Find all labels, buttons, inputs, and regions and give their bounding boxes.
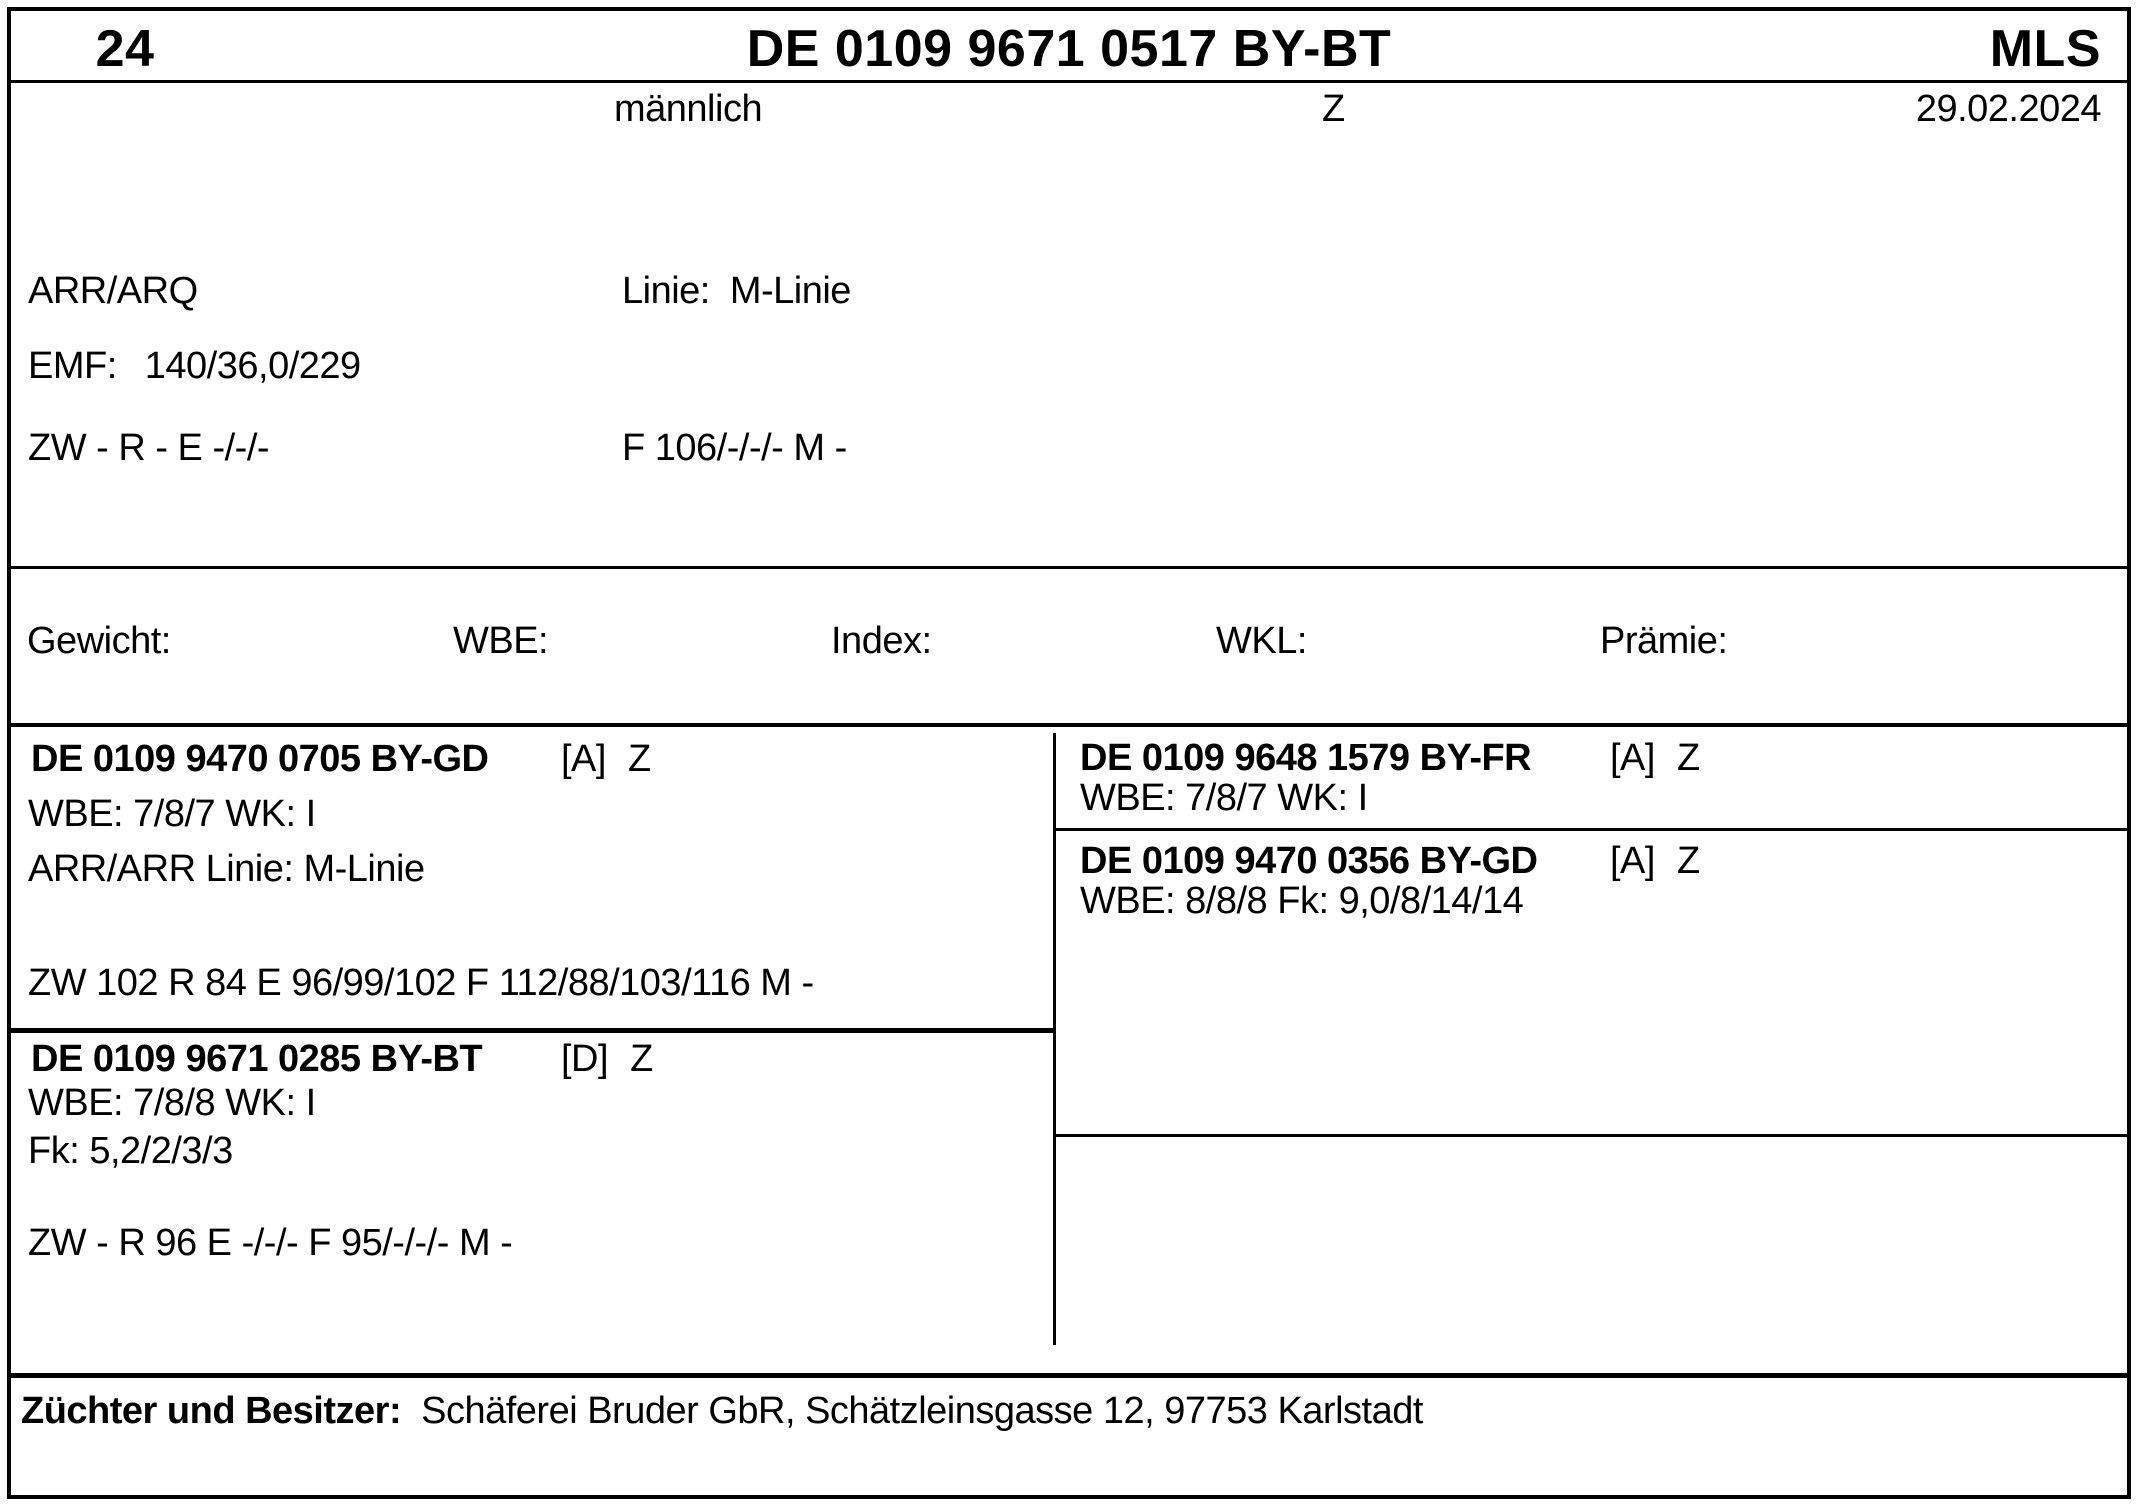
- sires-dam-wbe: WBE: 8/8/8 Fk: 9,0/8/14/14: [1080, 880, 1524, 922]
- sire-use-code: Z: [627, 738, 651, 780]
- sire-wbe: WBE: 7/8/7 WK: I: [28, 793, 316, 835]
- catalog-card: [7, 7, 2131, 1499]
- sires-dam-use-code: Z: [1676, 840, 1700, 882]
- sires-sire-use-code: Z: [1676, 737, 1700, 779]
- emf-value: 140/36,0/229: [144, 345, 361, 387]
- premium-label: Prämie:: [1600, 620, 1728, 662]
- use-code: Z: [1322, 88, 1345, 130]
- dam-title-row: [31, 1040, 653, 1078]
- line-field: [622, 272, 851, 310]
- divider-pedigree-top: [11, 723, 2127, 727]
- breeding-values-right: F 106/-/-/- M -: [622, 427, 847, 469]
- divider-info: [11, 566, 2127, 569]
- dam-use-code: Z: [630, 1038, 653, 1080]
- sire-status-bracket: [A]: [561, 738, 606, 780]
- emf-field: [28, 347, 361, 385]
- dam-breeding-values: ZW - R 96 E -/-/- F 95/-/-/- M -: [28, 1222, 513, 1264]
- sires-sire-wbe: WBE: 7/8/7 WK: I: [1080, 777, 1368, 819]
- genotype-value: ARR/ARQ: [28, 270, 198, 312]
- sires-sire-status-bracket: [A]: [1610, 737, 1655, 779]
- divider-pedigree-vertical: [1053, 733, 1056, 1345]
- emf-label: EMF:: [28, 345, 117, 387]
- dam-status-bracket: [D]: [561, 1038, 609, 1080]
- index-label: Index:: [831, 620, 932, 662]
- sires-dam-title-row: [1080, 842, 1700, 880]
- animal-id: DE 0109 9671 0517 BY-BT: [746, 20, 1392, 78]
- divider-grandparents-top: [1056, 828, 2127, 831]
- weight-label: Gewicht:: [27, 620, 171, 662]
- wkl-label: WKL:: [1216, 620, 1307, 662]
- sires-sire-id: DE 0109 9648 1579 BY-FR: [1080, 737, 1532, 779]
- divider-grandparents-bottom: [1056, 1134, 2127, 1137]
- sires-dam-id: DE 0109 9470 0356 BY-GD: [1080, 840, 1538, 882]
- sires-dam-status-bracket: [A]: [1610, 840, 1655, 882]
- breeder-owner-value: Schäferei Bruder GbR, Schätzleinsgasse 12, 97753 Karlstadt: [421, 1390, 1423, 1432]
- sire-breeding-values: ZW 102 R 84 E 96/99/102 F 112/88/103/116 M -: [28, 962, 814, 1004]
- dam-fk: Fk: 5,2/2/3/3: [28, 1130, 233, 1172]
- sire-id: DE 0109 9470 0705 BY-GD: [31, 738, 489, 780]
- dam-id: DE 0109 9671 0285 BY-BT: [31, 1038, 483, 1080]
- sire-genotype-line: ARR/ARR Linie: M-Linie: [28, 848, 425, 890]
- sire-title-row: [31, 740, 651, 778]
- divider-parents: [11, 1028, 1053, 1033]
- breeding-values-left: ZW - R - E -/-/-: [28, 427, 270, 469]
- divider-pedigree-bottom: [11, 1373, 2127, 1378]
- sires-sire-title-row: [1080, 739, 1700, 777]
- breeder-owner-label: Züchter und Besitzer:: [21, 1390, 402, 1432]
- breed-code: MLS: [1989, 20, 2101, 78]
- wbe-label: WBE:: [453, 620, 549, 662]
- breeder-owner-row: [21, 1392, 1423, 1430]
- dam-wbe: WBE: 7/8/8 WK: I: [28, 1082, 316, 1124]
- catalog-number: 24: [95, 20, 155, 78]
- sex-value: männlich: [614, 88, 763, 130]
- birth-date: 29.02.2024: [1915, 88, 2101, 130]
- divider-header: [11, 80, 2127, 83]
- line-value: M-Linie: [729, 270, 851, 312]
- line-label: Linie:: [622, 270, 710, 312]
